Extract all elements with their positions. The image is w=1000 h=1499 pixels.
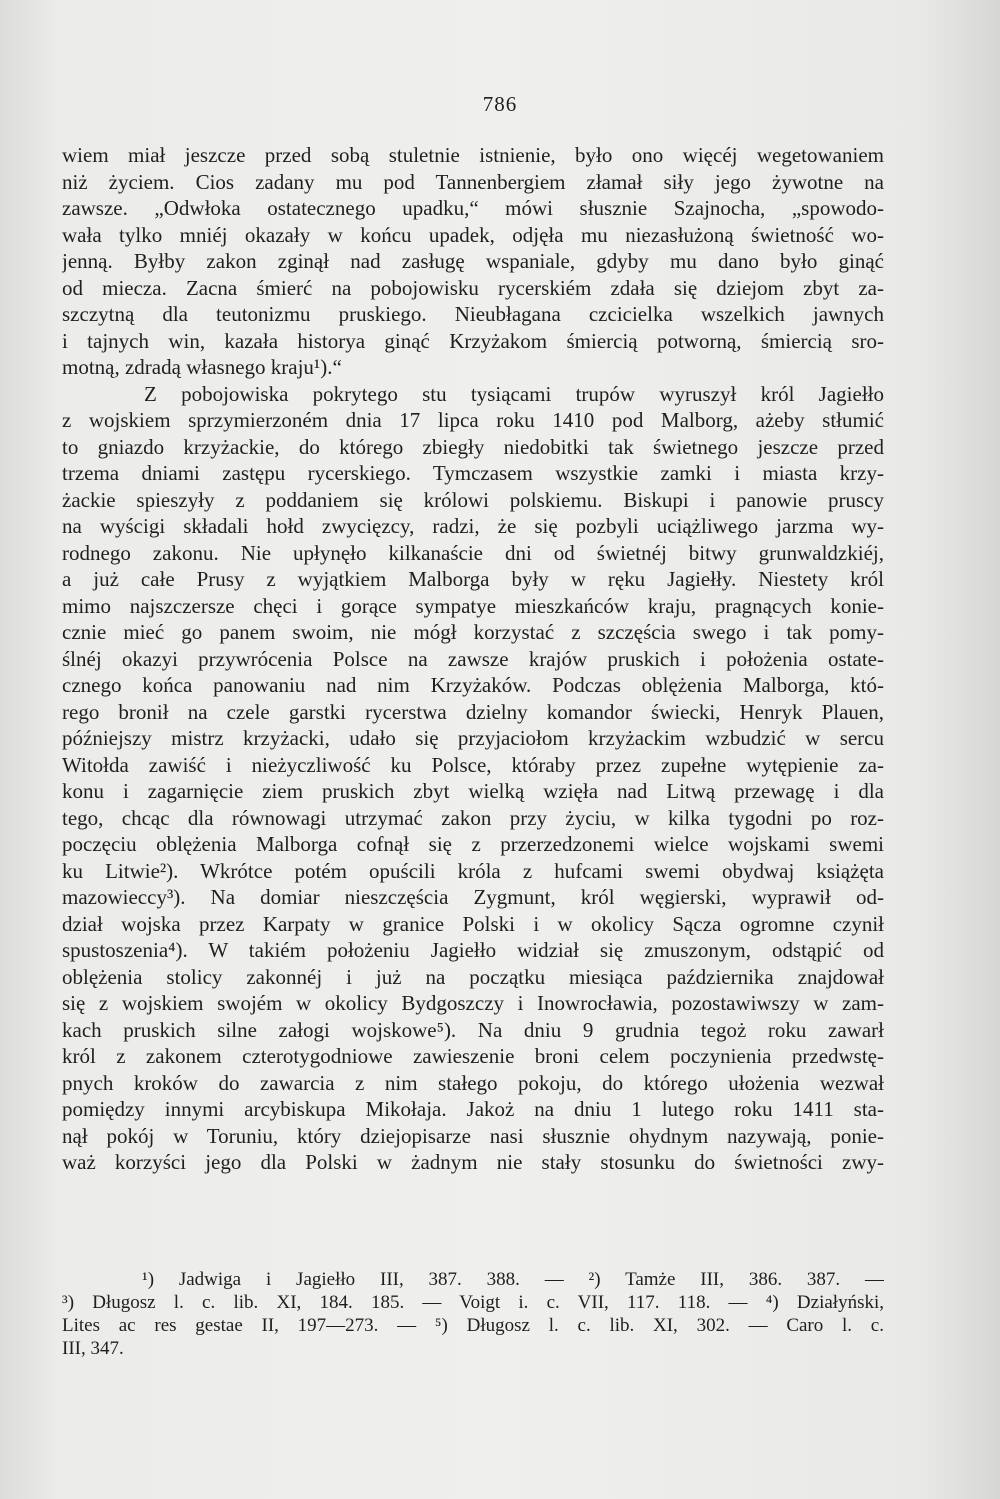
text-line: wała tylko mniéj okazały w końcu upadek, odjęła mu niezasłużoną świetność wo-: [62, 222, 884, 247]
text-line: trzema dniami zastępu rycerskiego. Tymczasem wszystkie zamki i miasta krzy-: [62, 461, 884, 485]
text-line: to gniazdo krzyżackie, do którego zbiegły niedobitki tak świetnego jeszcze przed: [62, 434, 884, 459]
text-line: oblężenia stolicy zakonnéj i już na początku miesiąca października znajdował: [62, 964, 884, 989]
text-line: wiem miał jeszcze przed sobą stuletnie istnienie, było ono więcéj wegetowaniem: [62, 143, 884, 167]
text-line: Z pobojowiska pokrytego stu tysiącami trupów wyruszył król Jagiełło: [144, 381, 884, 406]
text-line: poczęciu oblężenia Malborga cofnął się z przerzedzonemi wielce wojskami swemi: [62, 832, 884, 856]
text-line: z wojskiem sprzymierzoném dnia 17 lipca roku 1410 pod Malborg, ażeby stłumić: [62, 408, 884, 432]
text-line: zawsze. „Odwłoka ostatecznego upadku,“ mówi słusznie Szajnocha, „spowodo-: [62, 196, 884, 220]
text-line: niż życiem. Cios zadany mu pod Tannenbergiem złamał siły jego żywotne na: [62, 169, 884, 194]
text-line: rego bronił na czele garstki rycerstwa dzielny komandor świecki, Henryk Plauen,: [62, 699, 884, 724]
text-line: na wyścigi składali hołd zwycięzcy, radzi, że się pozbyli uciążliwego jarzma wy-: [62, 514, 884, 538]
text-line: kach pruskich silne załogi wojskowe⁵). Na dniu 9 grudnia tegoż roku zawarł: [62, 1017, 884, 1042]
footnote-line: Lites ac res gestae II, 197—273. — ⁵) Długosz l. c. lib. XI, 302. — Caro l. c.: [62, 1315, 884, 1336]
text-line: Witołda zawiść i nieżyczliwość ku Polsce, któraby przez zupełne wytępienie za-: [62, 752, 884, 777]
text-line: konu i zagarnięcie ziem pruskich zbyt wielką wzięła nad Litwą przewagę i dla: [62, 779, 884, 803]
footnotes: [62, 1268, 884, 1360]
text-line: król z zakonem czterotygodniowe zawieszenie broni celem poczynienia przedwstę-: [62, 1044, 884, 1068]
text-line: rodnego zakonu. Nie upłynęło kilkanaście dni od świetnéj bitwy grunwaldzkiéj,: [62, 540, 884, 565]
text-line: jenną. Byłby zakon zginął nad zasługę wspaniale, gdyby mu dano było ginąć: [62, 249, 884, 273]
footnote-line: ¹) Jadwiga i Jagiełło III, 387. 388. — ²) Tamże III, 386. 387. —: [142, 1269, 884, 1290]
footnote-line: ³) Długosz l. c. lib. XI, 184. 185. — Voigt i. c. VII, 117. 118. — ⁴) Działyński,: [62, 1292, 884, 1313]
text-line: motną, zdradą własnego kraju¹).“: [62, 355, 342, 379]
text-line: szczytną dla teutonizmu pruskiego. Nieubłagana czcicielka wszelkich jawnych: [62, 302, 884, 326]
text-line: od miecza. Zacna śmierć na pobojowisku rycerskiém zdała się dziejom zbyt za-: [62, 275, 884, 300]
body-text: [62, 142, 884, 1176]
text-line: ku Litwie²). Wkrótce potém opuścili króla z hufcami swemi obydwaj książęta: [62, 858, 884, 883]
page-number: 786: [482, 92, 518, 116]
text-line: mazowieccy³). Na domiar nieszczęścia Zygmunt, król węgierski, wyprawił od-: [62, 885, 884, 909]
text-line: się z wojskiem swojém w okolicy Bydgoszczy i Inowrocławia, pozostawiwszy w zam-: [62, 991, 884, 1015]
text-line: dział wojska przez Karpaty w granice Polski i w okolicy Sącza ogromne czynił: [62, 911, 884, 936]
text-line: nął pokój w Toruniu, który dziejopisarze nasi słusznie ohydnym nazywają, ponie-: [62, 1123, 884, 1148]
footnote-line: III, 347.: [62, 1338, 124, 1359]
text-line: pomiędzy innymi arcybiskupa Mikołaja. Jakoż na dniu 1 lutego roku 1411 sta-: [62, 1097, 884, 1121]
text-line: późniejszy mistrz krzyżacki, udało się przyjaciołom krzyżackim wzbudzić w sercu: [62, 726, 884, 750]
text-line: cznego końca panowaniu nad nim Krzyżaków. Podczas oblężenia Malborga, któ-: [62, 673, 884, 697]
text-line: a już całe Prusy z wyjątkiem Malborga były w ręku Jagiełły. Niestety król: [62, 567, 884, 591]
text-line: waż korzyści jego dla Polski w żadnym nie stały stosunku do świetności zwy-: [62, 1150, 884, 1174]
text-line: cznie mieć go panem swoim, nie mógł korzystać z szczęścia swego i tak pomy-: [62, 620, 884, 644]
text-line: pnych kroków do zawarcia z nim stałego pokoju, do którego ułożenia wezwał: [62, 1070, 884, 1095]
text-line: żackie spieszyły z poddaniem się królowi polskiemu. Biskupi i panowie pruscy: [62, 487, 884, 512]
text-line: i tajnych win, kazała historya ginąć Krzyżakom śmiercią potworną, śmiercią sro-: [62, 328, 884, 353]
text-line: tego, chcąc dla równowagi utrzymać zakon przy życiu, w kilka tygodni po roz-: [62, 805, 884, 830]
text-line: ślnéj okazyi przywrócenia Polsce na zawsze krajów pruskich i położenia ostate-: [62, 646, 884, 671]
text-line: spustoszenia⁴). W takiém położeniu Jagiełło widział się zmuszonym, odstąpić od: [62, 938, 884, 962]
text-line: mimo najszczersze chęci i gorące sympatye mieszkańców kraju, pragnących konie-: [62, 593, 884, 618]
